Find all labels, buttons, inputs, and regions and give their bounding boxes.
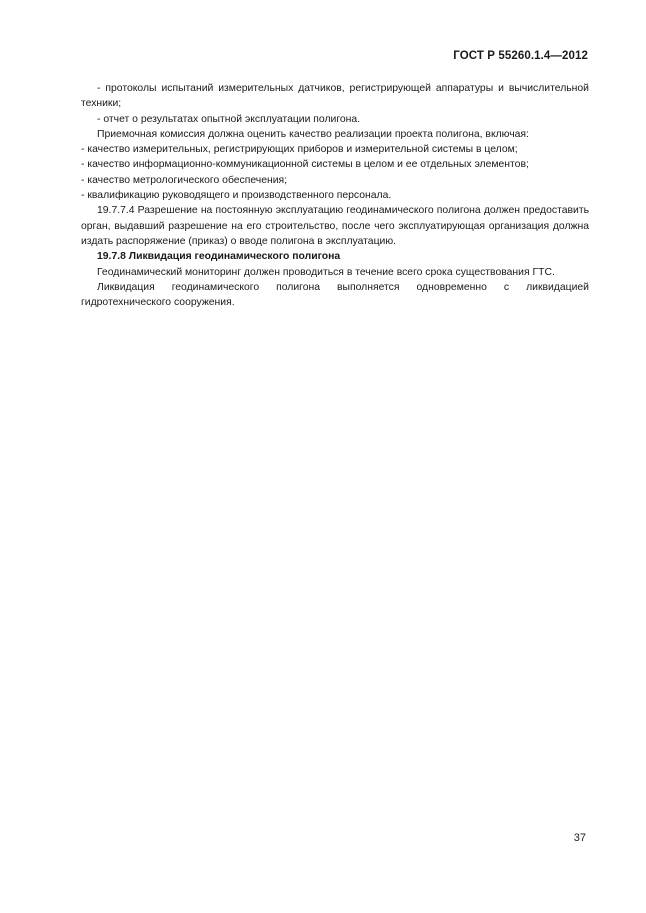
paragraph-liquidation: Ликвидация геодинамического полигона выполняется одновременно с ликвидацией гидротехнического сооружения. [81,281,589,309]
document-body [81,81,589,310]
list-item-metrology-quality: - качество метрологического обеспечения; [81,174,288,186]
paragraph-protocols: - протоколы испытаний измерительных датчиков, регистрирующей аппаратуры и вычислительной техники; [81,83,589,110]
document-header-standard-code: ГОСТ Р 55260.1.4—2012 [453,50,588,62]
list-item-measurement-quality: - качество измерительных, регистрирующих приборов и измерительной системы в целом; [81,144,518,156]
paragraph-19-7-7-4: 19.7.7.4 Разрешение на постоянную эксплуатацию геодинамического полигона должен предоставить орган, выдавший разрешение на его строительство, после чего эксплуатирующая организация должна издать распоряжение (приказ) о вводе полигона в эксплуатацию. [81,205,589,247]
paragraph-commission: Приемочная комиссия должна оценить качество реализации проекта полигона, включая: [97,128,529,140]
paragraph-monitoring-duration: Геодинамический мониторинг должен проводиться в течение всего срока существования ГТС. [97,266,555,278]
section-heading-19-7-8: 19.7.8 Ликвидация геодинамического полигона [97,251,341,263]
page-number: 37 [573,832,586,844]
list-item-ict-quality: - качество информационно-коммуникационной системы в целом и ее отдельных элементов; [81,159,529,171]
paragraph-report: - отчет о результатах опытной эксплуатации полигона. [97,113,361,125]
list-item-staff-qualification: - квалификацию руководящего и производственного персонала. [81,190,392,202]
